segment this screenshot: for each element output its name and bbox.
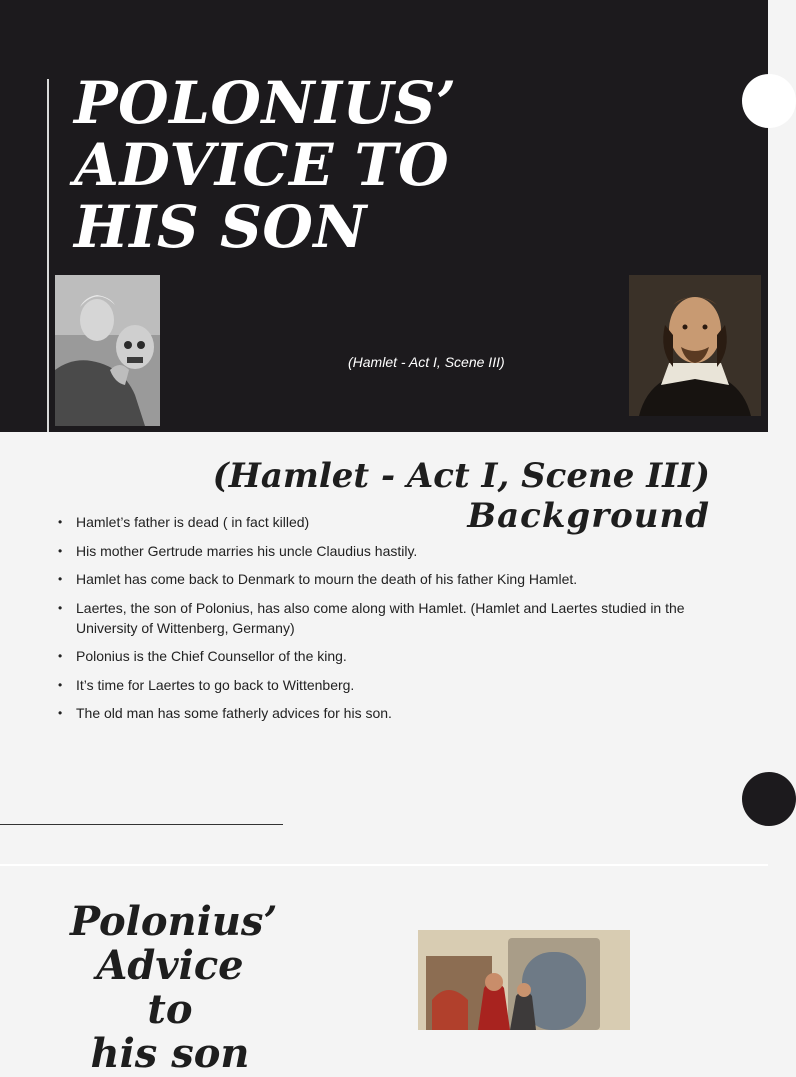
background-heading-line-2: Background — [467, 496, 710, 536]
decorative-circle — [742, 74, 796, 128]
title-line-2: ADVICE TO — [74, 131, 450, 199]
advice-title-line-3: his son — [90, 1030, 250, 1077]
list-item: • Polonius is the Chief Counsellor of the king. — [58, 646, 708, 666]
accent-horizontal-line — [0, 824, 283, 825]
list-item: • Hamlet’s father is dead ( in fact killed) — [58, 512, 708, 532]
polonius-laertes-painting — [418, 930, 630, 1030]
list-item: • His mother Gertrude marries his uncle Claudius hastily. — [58, 541, 708, 561]
list-item: • The old man has some fatherly advices for his son. — [58, 703, 708, 723]
list-item: • Laertes, the son of Polonius, has also come along with Hamlet. (Hamlet and Laertes studied in the University of Wittenberg, Germany) — [58, 598, 708, 638]
title-line-3: HIS SON — [74, 193, 367, 261]
background-heading-line-1: (Hamlet - Act I, Scene III) — [212, 456, 710, 496]
title-slide — [0, 0, 768, 432]
background-slide — [0, 432, 768, 864]
slide-title — [74, 69, 594, 261]
accent-vertical-line — [47, 79, 49, 432]
shakespeare-portrait — [629, 275, 761, 416]
advice-slide — [0, 866, 768, 1077]
advice-title-line-1: Polonius’ — [70, 898, 278, 945]
decorative-circle — [742, 772, 796, 826]
hamlet-actor-photo — [55, 275, 160, 426]
advice-slide-title — [70, 898, 278, 1077]
list-item: • It’s time for Laertes to go back to Wittenberg. — [58, 675, 708, 695]
title-line-1: POLONIUS’ — [74, 69, 457, 137]
background-bullet-list — [58, 512, 708, 732]
list-item: • Hamlet has come back to Denmark to mourn the death of his father King Hamlet. — [58, 569, 708, 589]
slide-subtitle: (Hamlet - Act I, Scene III) — [348, 354, 505, 370]
advice-title-line-2: Advice to — [96, 942, 244, 1033]
